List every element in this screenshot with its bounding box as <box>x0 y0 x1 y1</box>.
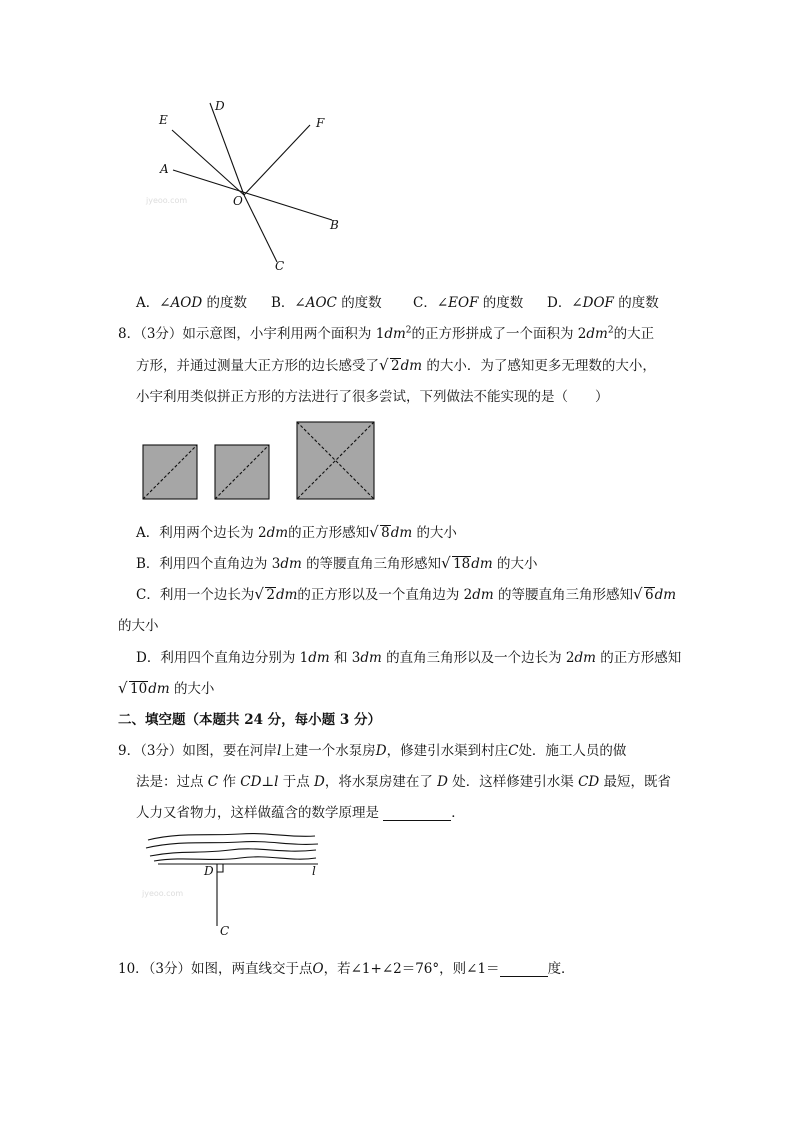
fig-label-c: C <box>220 924 230 938</box>
label-o: O <box>233 194 243 208</box>
q8-option-d[interactable]: D．利用四个直角边分别为 1dm 和 3dm 的直角三角形以及一个边长为 2dm 的正方形感知 <box>136 650 682 666</box>
squares-figure <box>140 420 380 502</box>
right-angle-mark <box>217 864 223 872</box>
ray-od <box>210 103 244 195</box>
q9-line-2: 法是：过点 C 作 CD⊥l 于点 D，将水泵房建在了 D 处．这样修建引水渠 CD 最短，既省 <box>136 774 672 790</box>
label-c: C <box>275 259 285 273</box>
label-d: D <box>215 99 225 113</box>
angle-figure <box>140 95 360 280</box>
q7-option-b[interactable]: B．∠AOC 的度数 <box>271 295 382 311</box>
q8-option-d-cont: √ 10dm 的大小 <box>118 677 214 697</box>
q10-line: 10．（3分）如图，两直线交于点O，若∠1+∠2＝76°，则∠1＝ 度． <box>118 961 575 977</box>
q8-option-c[interactable]: C．利用一个边长为√ 2dm的正方形以及一个直角边为 2dm 的等腰直角三角形感知√ 6dm <box>136 583 676 603</box>
q7-option-d[interactable]: D．∠DOF 的度数 <box>547 295 659 311</box>
label-a: A <box>160 162 169 176</box>
answer-blank[interactable] <box>383 806 451 821</box>
q9-line-3: 人力又省物力，这样做蕴含的数学原理是 ． <box>136 805 465 821</box>
q8-option-b[interactable]: B．利用四个直角边为 3dm 的等腰直角三角形感知√ 18dm 的大小 <box>136 552 538 572</box>
ray-oe <box>172 130 244 195</box>
label-f: F <box>316 116 325 130</box>
ray-oc <box>244 195 277 262</box>
watermark: jyeoo.com <box>146 196 188 205</box>
watermark: jyeoo.com <box>142 889 184 898</box>
q8-option-c-cont: 的大小 <box>118 618 159 634</box>
q7-option-c[interactable]: C．∠EOF 的度数 <box>413 295 524 311</box>
q8-line-1: 8．（3分）如示意图，小宇利用两个面积为 $1dm^2$的正方形拼成了一个面积为 $2dm^2$的大正 <box>118 325 655 342</box>
q8-line-3: 小宇利用类似拼正方形的方法进行了很多尝试，下列做法不能实现的是（ ） <box>136 389 609 405</box>
answer-blank-q10[interactable] <box>500 962 548 977</box>
fig-label-l: l <box>312 864 316 878</box>
q7-option-a[interactable]: A．∠AOD 的度数 <box>136 295 247 311</box>
ray-of <box>244 125 310 195</box>
section-heading: 二、填空题（本题共 24 分，每小题 3 分） <box>118 712 381 728</box>
label-b: B <box>330 218 339 232</box>
fig-label-d: D <box>204 864 214 878</box>
q8-line-2: 方形，并通过测量大正方形的边长感受了√ 2dm 的大小．为了感知更多无理数的大小， <box>136 354 656 374</box>
label-e: E <box>159 113 168 127</box>
river-figure <box>140 828 330 940</box>
q8-option-a[interactable]: A．利用两个边长为 2dm的正方形感知√ 8dm 的大小 <box>136 521 457 541</box>
q9-line-1: 9．（3分）如图，要在河岸l上建一个水泵房D，修建引水渠到村庄C处．施工人员的做 <box>118 743 627 759</box>
